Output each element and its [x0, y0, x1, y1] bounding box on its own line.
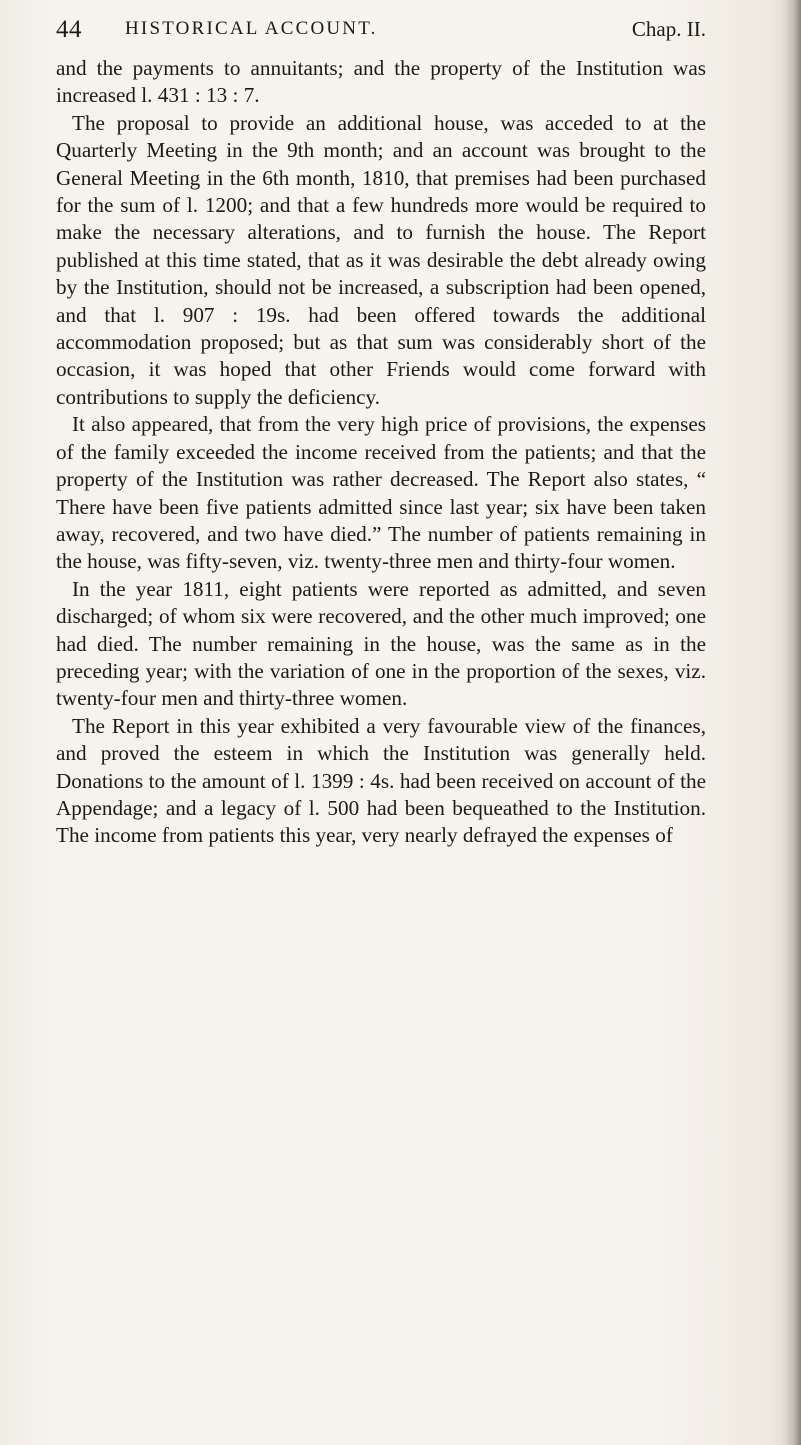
- running-head: [56, 16, 706, 56]
- page-edge-shadow: [783, 0, 801, 1445]
- page-number: 44: [56, 16, 82, 43]
- running-title: HISTORICAL ACCOUNT.: [125, 18, 378, 39]
- paragraph-additional-house: The proposal to provide an additional house, was acceded to at the Quarterly Meeting in the 9th month; and an account was brought to the General Meeting in the 6th month, 1810, that premises had been purchased for the sum of l. 1200; and that a few hundreds more would be required to make the necessary alterations, and to furnish the house. The Report published at this time stated, that as it was desirable the debt already owing by the Institution, should not be increased, a subscription had been opened, and that l. 907 : 19s. had been offered towards the additional accommodation proposed; but as that sum was considerably short of the occasion, it was hoped that other Friends would come forward with contributions to supply the deficiency.: [56, 110, 706, 409]
- paragraph-provisions: It also appeared, that from the very high price of provisions, the expenses of the family exceeded the income received from the patients; and that the property of the Institution was rather decreased. The Report also states, “ There have been five patients admitted since last year; six have been taken away, recovered, and two have died.” The number of patients remaining in the house, was fifty-seven, viz. twenty-three men and thirty-four women.: [56, 412, 706, 574]
- paragraph-year-1811: In the year 1811, eight patients were reported as admitted, and seven discharged; of whom six were recovered, and the other much improved; one had died. The number remaining in the house, was the same as in the preceding year; with the variation of one in the proportion of the sexes, viz. twenty-four men and thirty-three women.: [56, 576, 706, 711]
- paragraph-continuation: and the payments to annuitants; and the property of the Institution was increased l. 431 : 13 : 7.: [56, 56, 706, 108]
- paragraph-finances: The Report in this year exhibited a very favourable view of the finances, and proved the esteem in which the Institution was generally held. Donations to the amount of l. 1399 : 4s. had been received on account of the Appendage; and a legacy of l. 500 had been bequeathed to the Institution. The income from patients this year, very nearly defrayed the expenses of: [56, 713, 706, 848]
- body-text: [56, 55, 706, 850]
- chapter-label: Chap. II.: [631, 17, 706, 41]
